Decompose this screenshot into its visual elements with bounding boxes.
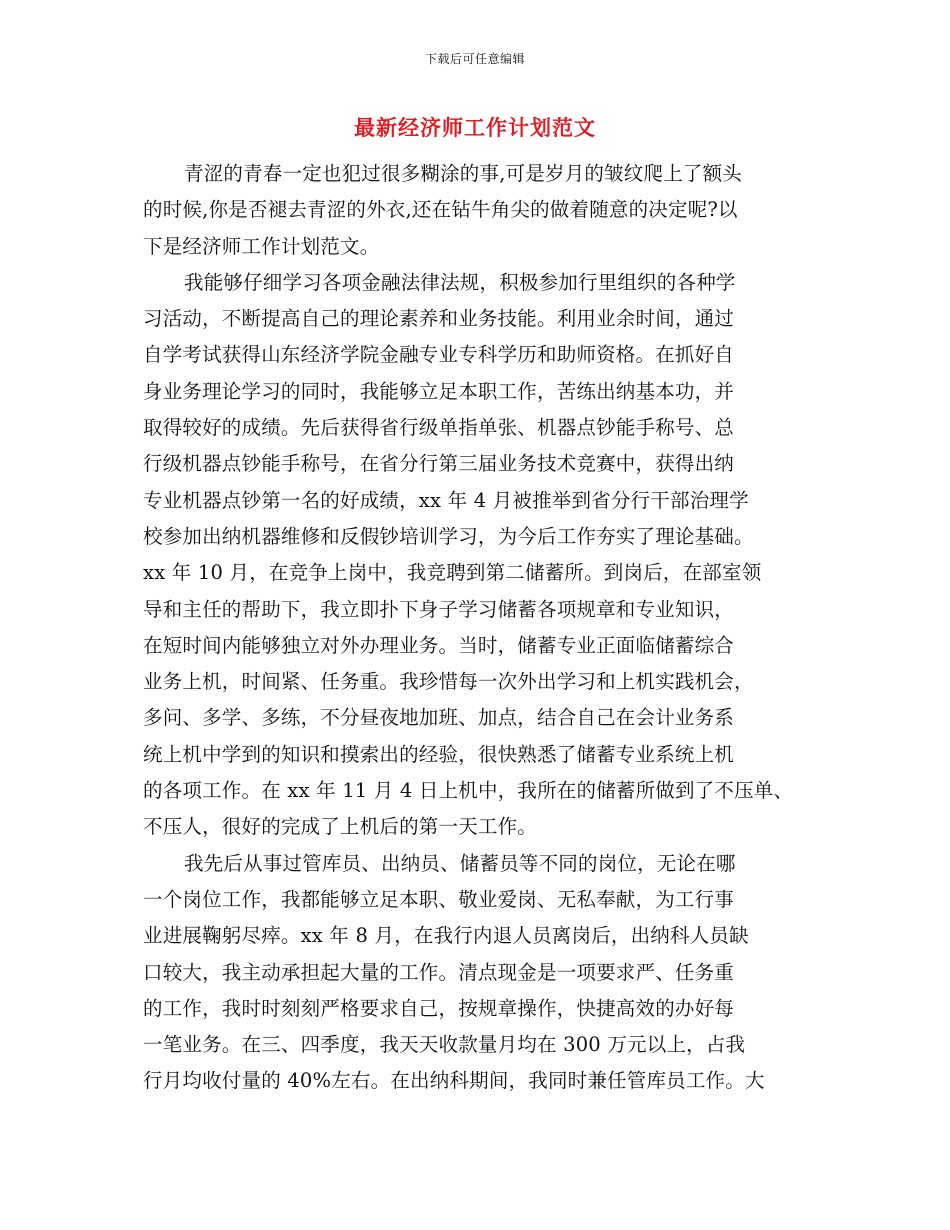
- paragraph-2-line-13: 多问、多学、多练，不分昼夜地加班、加点，结合自己在会计业务系: [143, 706, 735, 730]
- paragraph-3-line-3: 业进展鞠躬尽瘁。xx 年 8 月，在我行内退人员离岗后，出纳科人员缺: [143, 924, 749, 948]
- paragraph-2-line-4: 身业务理论学习的同时，我能够立足本职工作，苦练出纳基本功，并: [143, 379, 735, 403]
- paragraph-2-line-12: 业务上机，时间紧、任务重。我珍惜每一次外出学习和上机实践机会，: [143, 670, 754, 694]
- paragraph-2-line-1: 我能够仔细学习各项金融法律法规，积极参加行里组织的各种学: [184, 270, 736, 294]
- paragraph-3-line-2: 一个岗位工作，我都能够立足本职、敬业爱岗、无私奉献，为工行事: [143, 887, 735, 911]
- paragraph-1-line-1: 青涩的青春一定也犯过很多糊涂的事,可是岁月的皱纹爬上了额头: [184, 162, 742, 185]
- paragraph-3-line-4: 口较大，我主动承担起大量的工作。清点现金是一项要求严、任务重: [143, 960, 735, 984]
- paragraph-1-line-2: 的时候,你是否褪去青涩的外衣,还在钻牛角尖的做着随意的决定呢?以: [143, 198, 738, 222]
- paragraph-2-line-5: 取得较好的成绩。先后获得省行级单指单张、机器点钞能手称号、总: [143, 416, 735, 440]
- paragraph-2-line-11: 在短时间内能够独立对外办理业务。当时，储蓄专业正面临储蓄综合: [143, 633, 735, 657]
- paragraph-2-line-15: 的各项工作。在 xx 年 11 月 4 日上机中，我所在的储蓄所做到了不压单、: [143, 779, 794, 803]
- document-body: [143, 156, 815, 1100]
- page-header-note: 下载后可任意编辑: [424, 52, 525, 66]
- paragraph-3-line-6: 一笔业务。在三、四季度，我天天收款量月均在 300 万元以上，占我: [143, 1033, 746, 1057]
- paragraph-3-line-1: 我先后从事过管库员、出纳员、储蓄员等不同的岗位，无论在哪: [184, 851, 736, 875]
- document-title: 最新经济师工作计划范文: [354, 115, 596, 140]
- paragraph-3-line-5: 的工作，我时时刻刻严格要求自己，按规章操作，快捷高效的办好每: [143, 996, 735, 1020]
- paragraph-1-line-3: 下是经济师工作计划范文。: [143, 234, 380, 258]
- paragraph-2-line-3: 自学考试获得山东经济学院金融专业专科学历和助师资格。在抓好自: [143, 343, 735, 367]
- paragraph-2-line-10: 导和主任的帮助下，我立即扑下身子学习储蓄各项规章和专业知识，: [143, 597, 735, 621]
- paragraph-2-line-9: xx 年 10 月，在竞争上岗中，我竞聘到第二储蓄所。到岗后，在部室领: [143, 561, 762, 585]
- paragraph-2-line-16: 不压人，很好的完成了上机后的第一天工作。: [143, 815, 538, 839]
- paragraph-2-line-8: 校参加出纳机器维修和反假钞培训学习，为今后工作夯实了理论基础。: [143, 524, 754, 548]
- paragraph-2-line-14: 统上机中学到的知识和摸索出的经验，很快熟悉了储蓄专业系统上机: [143, 742, 735, 766]
- paragraph-3-line-7: 行月均收付量的 40%左右。在出纳科期间，我同时兼任管库员工作。大: [143, 1069, 765, 1093]
- paragraph-2-line-7: 专业机器点钞第一名的好成绩，xx 年 4 月被推举到省分行干部治理学: [143, 488, 749, 512]
- paragraph-2-line-2: 习活动，不断提高自己的理论素养和业务技能。利用业余时间，通过: [143, 307, 735, 331]
- paragraph-2-line-6: 行级机器点钞能手称号，在省分行第三届业务技术竞赛中，获得出纳: [143, 452, 735, 476]
